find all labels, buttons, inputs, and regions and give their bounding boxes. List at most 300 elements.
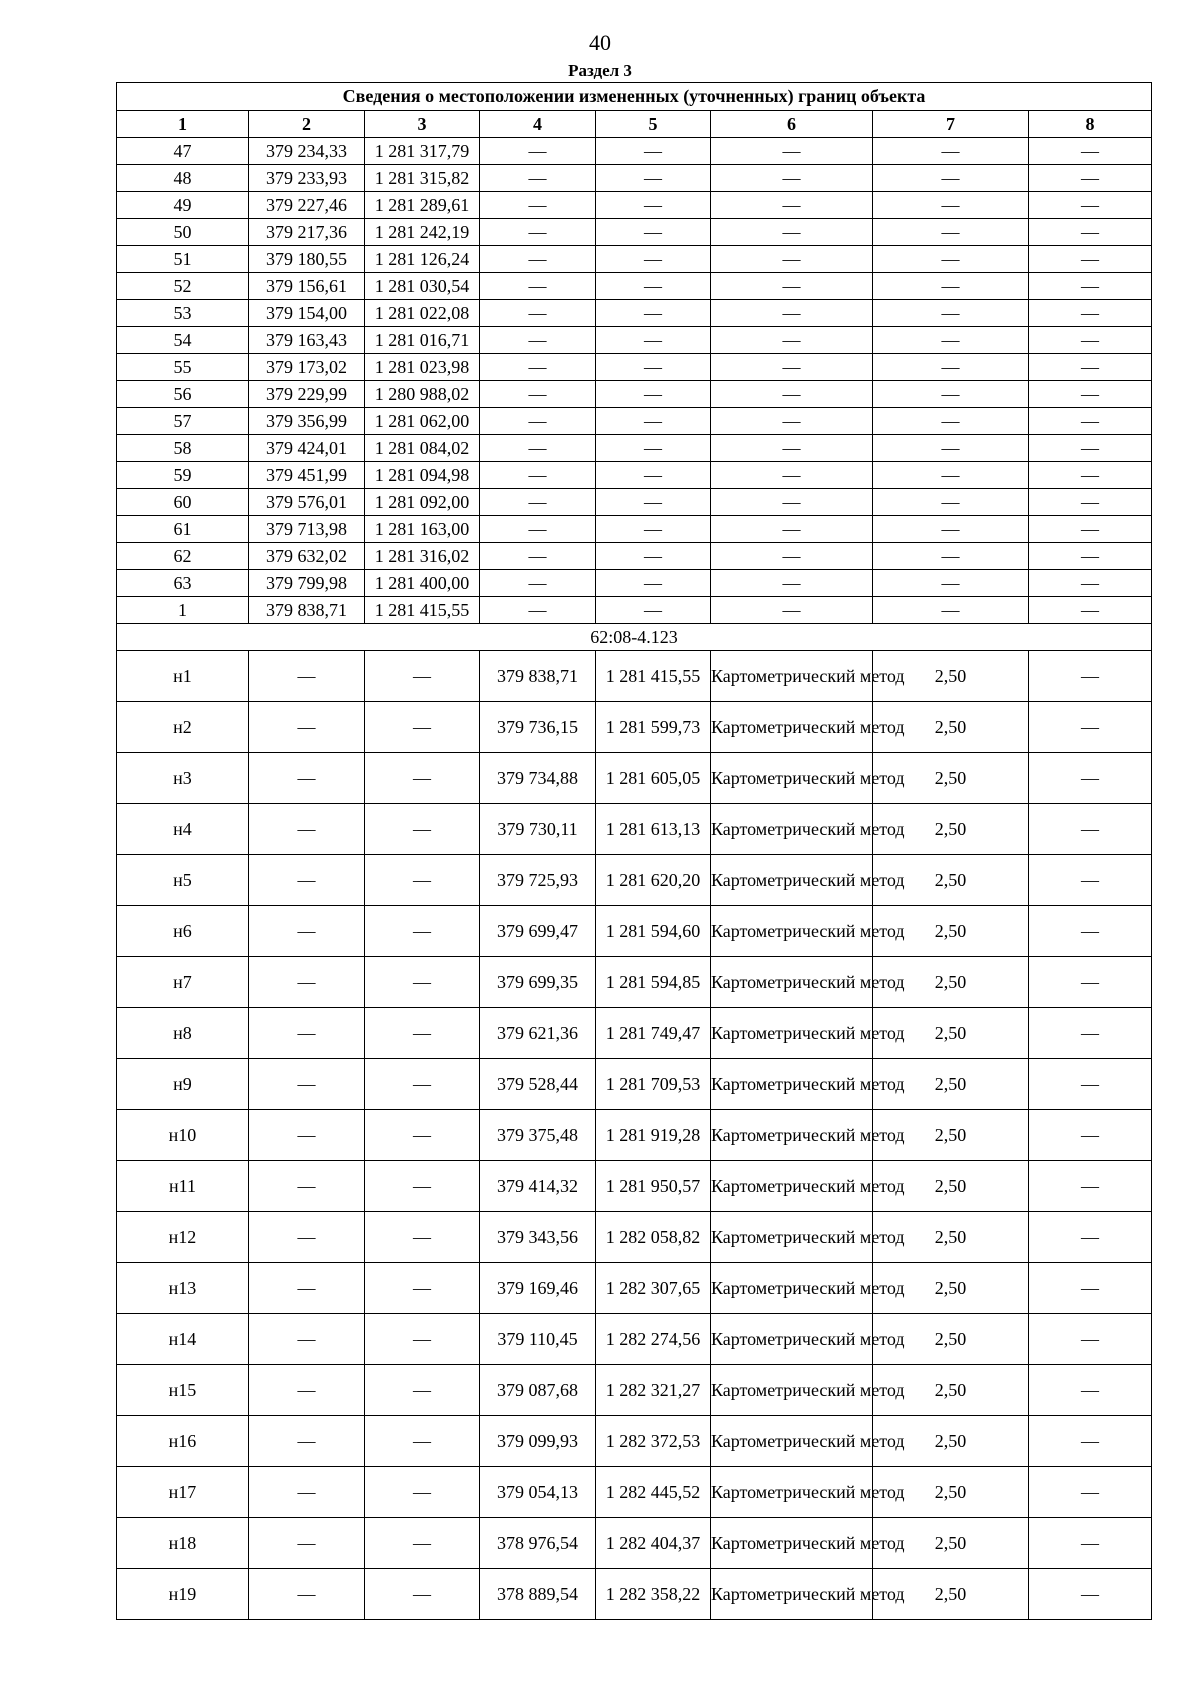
table-row: [117, 1467, 1152, 1518]
accuracy-cell: 2,50: [873, 1161, 1029, 1212]
new-x-cell: 379 838,71: [480, 651, 596, 702]
parcel-label-row: [117, 624, 1152, 651]
new-x-cell: —: [480, 489, 596, 516]
new-x-cell: 379 699,47: [480, 906, 596, 957]
accuracy-cell: 2,50: [873, 1059, 1029, 1110]
old-x-cell: 379 451,99: [249, 462, 365, 489]
note-cell: —: [1029, 804, 1152, 855]
old-y-cell: —: [365, 957, 480, 1008]
note-cell: —: [1029, 192, 1152, 219]
new-y-cell: —: [596, 138, 711, 165]
new-x-cell: —: [480, 192, 596, 219]
point-number-cell: н11: [117, 1161, 249, 1212]
column-number: 5: [596, 111, 711, 138]
new-x-cell: 378 976,54: [480, 1518, 596, 1569]
table-row: [117, 1110, 1152, 1161]
accuracy-cell: —: [873, 327, 1029, 354]
point-number-cell: 63: [117, 570, 249, 597]
new-y-cell: 1 282 358,22: [596, 1569, 711, 1620]
note-cell: —: [1029, 1263, 1152, 1314]
old-x-cell: 379 713,98: [249, 516, 365, 543]
new-x-cell: —: [480, 165, 596, 192]
column-number: 2: [249, 111, 365, 138]
new-y-cell: —: [596, 408, 711, 435]
note-cell: —: [1029, 1467, 1152, 1518]
method-cell: —: [711, 354, 873, 381]
new-x-cell: —: [480, 408, 596, 435]
point-number-cell: 55: [117, 354, 249, 381]
note-cell: —: [1029, 651, 1152, 702]
old-x-cell: 379 227,46: [249, 192, 365, 219]
new-y-cell: —: [596, 489, 711, 516]
old-y-cell: 1 281 317,79: [365, 138, 480, 165]
table-row: [117, 246, 1152, 273]
new-y-cell: 1 281 415,55: [596, 651, 711, 702]
point-number-cell: 59: [117, 462, 249, 489]
old-x-cell: —: [249, 651, 365, 702]
table-row: [117, 1059, 1152, 1110]
column-number: 3: [365, 111, 480, 138]
new-y-cell: —: [596, 516, 711, 543]
old-x-cell: 379 576,01: [249, 489, 365, 516]
new-x-cell: —: [480, 462, 596, 489]
new-y-cell: 1 281 594,60: [596, 906, 711, 957]
point-number-cell: 54: [117, 327, 249, 354]
table-row: [117, 651, 1152, 702]
parcel-group: [117, 624, 1152, 651]
column-number: 6: [711, 111, 873, 138]
new-x-cell: 379 110,45: [480, 1314, 596, 1365]
note-cell: —: [1029, 462, 1152, 489]
point-number-cell: 58: [117, 435, 249, 462]
note-cell: —: [1029, 1365, 1152, 1416]
old-y-cell: 1 281 094,98: [365, 462, 480, 489]
note-cell: —: [1029, 1518, 1152, 1569]
old-x-cell: —: [249, 1008, 365, 1059]
point-number-cell: н5: [117, 855, 249, 906]
table-row: [117, 327, 1152, 354]
note-cell: —: [1029, 327, 1152, 354]
method-cell: Картометрический метод: [711, 1416, 873, 1467]
accuracy-cell: —: [873, 381, 1029, 408]
point-number-cell: 52: [117, 273, 249, 300]
parcel-label: 62:08-4.123: [117, 624, 1152, 651]
new-x-cell: 379 730,11: [480, 804, 596, 855]
accuracy-cell: —: [873, 597, 1029, 624]
point-number-cell: н10: [117, 1110, 249, 1161]
new-x-cell: —: [480, 327, 596, 354]
old-x-cell: —: [249, 855, 365, 906]
accuracy-cell: 2,50: [873, 957, 1029, 1008]
new-x-cell: 379 087,68: [480, 1365, 596, 1416]
old-x-cell: 379 217,36: [249, 219, 365, 246]
table-row: [117, 354, 1152, 381]
old-y-cell: 1 281 316,02: [365, 543, 480, 570]
note-cell: —: [1029, 855, 1152, 906]
note-cell: —: [1029, 1212, 1152, 1263]
new-y-cell: 1 281 709,53: [596, 1059, 711, 1110]
old-x-cell: 379 180,55: [249, 246, 365, 273]
existing-points-body: [117, 138, 1152, 624]
table-row: [117, 1161, 1152, 1212]
accuracy-cell: —: [873, 300, 1029, 327]
method-cell: Картометрический метод: [711, 753, 873, 804]
note-cell: —: [1029, 1314, 1152, 1365]
table-row: [117, 1263, 1152, 1314]
new-y-cell: —: [596, 219, 711, 246]
old-x-cell: 379 838,71: [249, 597, 365, 624]
note-cell: —: [1029, 906, 1152, 957]
new-x-cell: 379 528,44: [480, 1059, 596, 1110]
point-number-cell: 61: [117, 516, 249, 543]
note-cell: —: [1029, 597, 1152, 624]
point-number-cell: 62: [117, 543, 249, 570]
note-cell: —: [1029, 570, 1152, 597]
point-number-cell: н14: [117, 1314, 249, 1365]
method-cell: Картометрический метод: [711, 1518, 873, 1569]
method-cell: Картометрический метод: [711, 1161, 873, 1212]
coordinates-table: [116, 82, 1152, 1620]
old-x-cell: 379 234,33: [249, 138, 365, 165]
method-cell: Картометрический метод: [711, 1467, 873, 1518]
accuracy-cell: —: [873, 408, 1029, 435]
old-x-cell: 379 173,02: [249, 354, 365, 381]
old-y-cell: —: [365, 1569, 480, 1620]
accuracy-cell: —: [873, 246, 1029, 273]
old-x-cell: —: [249, 1467, 365, 1518]
method-cell: Картометрический метод: [711, 957, 873, 1008]
old-y-cell: 1 281 289,61: [365, 192, 480, 219]
new-x-cell: 379 169,46: [480, 1263, 596, 1314]
accuracy-cell: 2,50: [873, 1110, 1029, 1161]
old-x-cell: 379 424,01: [249, 435, 365, 462]
old-y-cell: —: [365, 906, 480, 957]
old-y-cell: 1 281 092,00: [365, 489, 480, 516]
column-number: 8: [1029, 111, 1152, 138]
note-cell: —: [1029, 165, 1152, 192]
new-x-cell: 379 099,93: [480, 1416, 596, 1467]
new-y-cell: 1 282 058,82: [596, 1212, 711, 1263]
accuracy-cell: 2,50: [873, 1008, 1029, 1059]
method-cell: Картометрический метод: [711, 855, 873, 906]
table-row: [117, 543, 1152, 570]
method-cell: —: [711, 273, 873, 300]
old-y-cell: —: [365, 651, 480, 702]
method-cell: Картометрический метод: [711, 1314, 873, 1365]
old-x-cell: 379 632,02: [249, 543, 365, 570]
new-x-cell: 379 734,88: [480, 753, 596, 804]
new-y-cell: —: [596, 570, 711, 597]
point-number-cell: 56: [117, 381, 249, 408]
note-cell: —: [1029, 1161, 1152, 1212]
table-row: [117, 570, 1152, 597]
table-row: [117, 753, 1152, 804]
table-row: [117, 804, 1152, 855]
new-y-cell: —: [596, 543, 711, 570]
table-row: [117, 1365, 1152, 1416]
accuracy-cell: 2,50: [873, 1314, 1029, 1365]
table-row: [117, 855, 1152, 906]
old-y-cell: —: [365, 702, 480, 753]
new-y-cell: —: [596, 354, 711, 381]
method-cell: —: [711, 408, 873, 435]
new-x-cell: 379 054,13: [480, 1467, 596, 1518]
new-x-cell: 379 725,93: [480, 855, 596, 906]
new-y-cell: 1 281 594,85: [596, 957, 711, 1008]
accuracy-cell: —: [873, 165, 1029, 192]
method-cell: —: [711, 192, 873, 219]
method-cell: —: [711, 435, 873, 462]
note-cell: —: [1029, 408, 1152, 435]
point-number-cell: н19: [117, 1569, 249, 1620]
new-y-cell: 1 281 605,05: [596, 753, 711, 804]
note-cell: —: [1029, 138, 1152, 165]
new-x-cell: —: [480, 597, 596, 624]
old-y-cell: 1 281 315,82: [365, 165, 480, 192]
new-y-cell: —: [596, 327, 711, 354]
point-number-cell: н17: [117, 1467, 249, 1518]
note-cell: —: [1029, 957, 1152, 1008]
new-y-cell: 1 282 321,27: [596, 1365, 711, 1416]
accuracy-cell: 2,50: [873, 1518, 1029, 1569]
accuracy-cell: —: [873, 219, 1029, 246]
old-y-cell: —: [365, 1416, 480, 1467]
method-cell: —: [711, 543, 873, 570]
section-title: Раздел 3: [568, 61, 632, 80]
table-row: [117, 957, 1152, 1008]
point-number-cell: н2: [117, 702, 249, 753]
new-x-cell: —: [480, 543, 596, 570]
method-cell: Картометрический метод: [711, 1365, 873, 1416]
table-row: [117, 219, 1152, 246]
table-row: [117, 192, 1152, 219]
new-x-cell: 379 343,56: [480, 1212, 596, 1263]
old-y-cell: —: [365, 753, 480, 804]
note-cell: —: [1029, 300, 1152, 327]
table-row: [117, 906, 1152, 957]
table-row: [117, 1416, 1152, 1467]
old-y-cell: 1 281 016,71: [365, 327, 480, 354]
new-x-cell: —: [480, 138, 596, 165]
new-y-cell: —: [596, 165, 711, 192]
point-number-cell: н4: [117, 804, 249, 855]
note-cell: —: [1029, 435, 1152, 462]
note-cell: —: [1029, 1059, 1152, 1110]
old-y-cell: —: [365, 1161, 480, 1212]
method-cell: Картометрический метод: [711, 1212, 873, 1263]
old-x-cell: —: [249, 753, 365, 804]
accuracy-cell: 2,50: [873, 1416, 1029, 1467]
old-x-cell: 379 356,99: [249, 408, 365, 435]
new-y-cell: —: [596, 435, 711, 462]
accuracy-cell: 2,50: [873, 1212, 1029, 1263]
table-row: [117, 702, 1152, 753]
accuracy-cell: 2,50: [873, 1263, 1029, 1314]
method-cell: —: [711, 489, 873, 516]
new-x-cell: —: [480, 354, 596, 381]
method-cell: Картометрический метод: [711, 906, 873, 957]
old-y-cell: 1 281 400,00: [365, 570, 480, 597]
method-cell: —: [711, 219, 873, 246]
table-row: [117, 165, 1152, 192]
new-x-cell: —: [480, 273, 596, 300]
point-number-cell: н12: [117, 1212, 249, 1263]
column-number: 1: [117, 111, 249, 138]
table-row: [117, 597, 1152, 624]
new-x-cell: —: [480, 516, 596, 543]
method-cell: Картометрический метод: [711, 804, 873, 855]
accuracy-cell: —: [873, 570, 1029, 597]
old-y-cell: —: [365, 1467, 480, 1518]
old-x-cell: —: [249, 1416, 365, 1467]
method-cell: Картометрический метод: [711, 1110, 873, 1161]
accuracy-cell: —: [873, 462, 1029, 489]
old-x-cell: —: [249, 1212, 365, 1263]
old-y-cell: 1 281 126,24: [365, 246, 480, 273]
column-number-row: [117, 111, 1152, 138]
method-cell: Картометрический метод: [711, 1569, 873, 1620]
method-cell: Картометрический метод: [711, 1059, 873, 1110]
accuracy-cell: 2,50: [873, 855, 1029, 906]
new-y-cell: 1 281 950,57: [596, 1161, 711, 1212]
table-row: [117, 381, 1152, 408]
accuracy-cell: —: [873, 516, 1029, 543]
old-y-cell: —: [365, 1314, 480, 1365]
page-number: 40: [589, 30, 611, 55]
point-number-cell: н6: [117, 906, 249, 957]
old-x-cell: 379 799,98: [249, 570, 365, 597]
point-number-cell: 49: [117, 192, 249, 219]
accuracy-cell: 2,50: [873, 651, 1029, 702]
new-y-cell: —: [596, 192, 711, 219]
note-cell: —: [1029, 702, 1152, 753]
method-cell: —: [711, 300, 873, 327]
old-y-cell: 1 281 023,98: [365, 354, 480, 381]
method-cell: —: [711, 597, 873, 624]
old-x-cell: —: [249, 702, 365, 753]
table-caption: Сведения о местоположении измененных (уточненных) границ объекта: [117, 83, 1152, 111]
accuracy-cell: 2,50: [873, 804, 1029, 855]
new-y-cell: 1 281 749,47: [596, 1008, 711, 1059]
new-y-cell: —: [596, 300, 711, 327]
old-y-cell: 1 281 242,19: [365, 219, 480, 246]
method-cell: —: [711, 462, 873, 489]
note-cell: —: [1029, 1008, 1152, 1059]
point-number-cell: 60: [117, 489, 249, 516]
accuracy-cell: 2,50: [873, 1467, 1029, 1518]
old-y-cell: 1 281 022,08: [365, 300, 480, 327]
new-x-cell: 379 699,35: [480, 957, 596, 1008]
method-cell: —: [711, 246, 873, 273]
point-number-cell: н13: [117, 1263, 249, 1314]
old-x-cell: —: [249, 1110, 365, 1161]
old-y-cell: —: [365, 1518, 480, 1569]
new-y-cell: —: [596, 273, 711, 300]
accuracy-cell: 2,50: [873, 702, 1029, 753]
old-x-cell: —: [249, 1059, 365, 1110]
note-cell: —: [1029, 273, 1152, 300]
point-number-cell: 50: [117, 219, 249, 246]
new-y-cell: —: [596, 462, 711, 489]
point-number-cell: н3: [117, 753, 249, 804]
old-x-cell: —: [249, 804, 365, 855]
new-y-cell: 1 282 445,52: [596, 1467, 711, 1518]
new-x-cell: 378 889,54: [480, 1569, 596, 1620]
point-number-cell: н8: [117, 1008, 249, 1059]
old-y-cell: —: [365, 855, 480, 906]
new-points-body: [117, 651, 1152, 1620]
old-x-cell: —: [249, 1365, 365, 1416]
accuracy-cell: —: [873, 354, 1029, 381]
note-cell: —: [1029, 1569, 1152, 1620]
point-number-cell: 51: [117, 246, 249, 273]
method-cell: Картометрический метод: [711, 702, 873, 753]
new-x-cell: 379 736,15: [480, 702, 596, 753]
point-number-cell: 57: [117, 408, 249, 435]
table-row: [117, 1314, 1152, 1365]
old-x-cell: —: [249, 1518, 365, 1569]
accuracy-cell: 2,50: [873, 753, 1029, 804]
method-cell: —: [711, 327, 873, 354]
old-y-cell: 1 281 084,02: [365, 435, 480, 462]
accuracy-cell: —: [873, 489, 1029, 516]
table-row: [117, 1569, 1152, 1620]
old-y-cell: 1 281 415,55: [365, 597, 480, 624]
old-x-cell: 379 163,43: [249, 327, 365, 354]
point-number-cell: 53: [117, 300, 249, 327]
method-cell: —: [711, 516, 873, 543]
method-cell: Картометрический метод: [711, 651, 873, 702]
table-row: [117, 462, 1152, 489]
point-number-cell: н7: [117, 957, 249, 1008]
point-number-cell: н15: [117, 1365, 249, 1416]
new-y-cell: —: [596, 597, 711, 624]
method-cell: —: [711, 138, 873, 165]
old-y-cell: —: [365, 804, 480, 855]
accuracy-cell: 2,50: [873, 906, 1029, 957]
note-cell: —: [1029, 246, 1152, 273]
new-y-cell: 1 282 372,53: [596, 1416, 711, 1467]
table-row: [117, 435, 1152, 462]
old-y-cell: 1 281 163,00: [365, 516, 480, 543]
new-x-cell: —: [480, 219, 596, 246]
accuracy-cell: 2,50: [873, 1569, 1029, 1620]
old-x-cell: 379 156,61: [249, 273, 365, 300]
table-row: [117, 516, 1152, 543]
table-row: [117, 1518, 1152, 1569]
column-number: 4: [480, 111, 596, 138]
table-caption-row: [117, 83, 1152, 111]
method-cell: —: [711, 381, 873, 408]
accuracy-cell: —: [873, 138, 1029, 165]
accuracy-cell: —: [873, 192, 1029, 219]
table-row: [117, 300, 1152, 327]
old-x-cell: —: [249, 1314, 365, 1365]
method-cell: —: [711, 570, 873, 597]
old-x-cell: 379 154,00: [249, 300, 365, 327]
point-number-cell: 48: [117, 165, 249, 192]
new-y-cell: 1 281 620,20: [596, 855, 711, 906]
new-y-cell: —: [596, 381, 711, 408]
new-x-cell: —: [480, 570, 596, 597]
new-y-cell: —: [596, 246, 711, 273]
point-number-cell: н9: [117, 1059, 249, 1110]
old-y-cell: —: [365, 1008, 480, 1059]
old-y-cell: —: [365, 1212, 480, 1263]
note-cell: —: [1029, 1110, 1152, 1161]
old-x-cell: —: [249, 1161, 365, 1212]
old-y-cell: —: [365, 1263, 480, 1314]
